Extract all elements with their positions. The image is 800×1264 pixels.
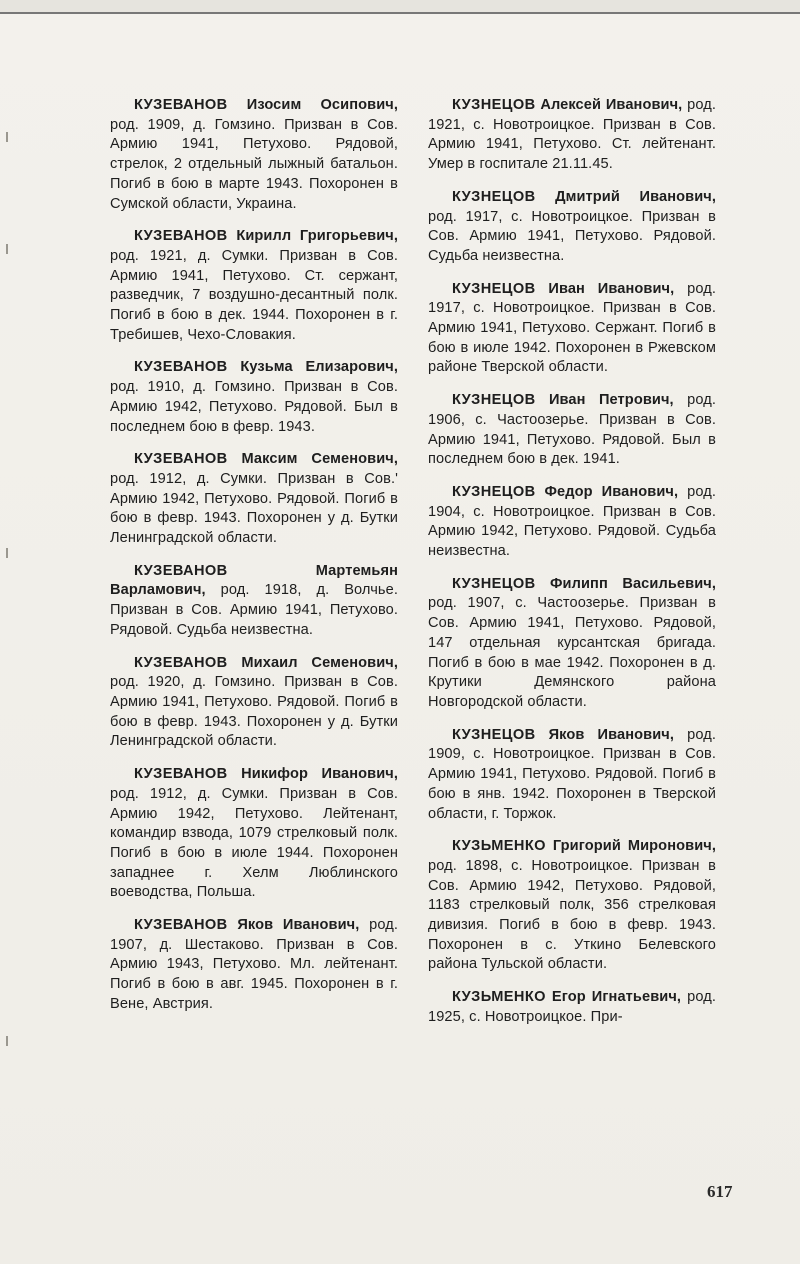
biography-entry [428, 96, 716, 175]
entry-surname: КУЗЕВАНОВ [134, 654, 228, 671]
right-column [428, 96, 716, 1041]
entry-surname: КУЗНЕЦОВ [452, 575, 536, 592]
entry-surname: КУЗЕВАНОВ [134, 228, 228, 245]
entry-given-name: Алексей Иванович, [540, 97, 683, 113]
entry-text: род. 1917, с. Новотроицкое. Призван в Сов. Армию 1941, Петухово. Сержант. Погиб в бою в июле 1942. Похоронен в Ржевском районе Тверской области. [428, 280, 717, 376]
biography-entry [428, 483, 716, 562]
margin-mark [6, 548, 8, 558]
entry-surname: КУЗНЕЦОВ [452, 726, 536, 743]
page-top-edge [0, 0, 800, 14]
entry-given-name: Дмитрий Иванович, [555, 188, 716, 205]
entry-text: род. 1921, д. Сумки. Призван в Сов. Армию 1941, Петухово. Ст. сержант, разведчик, 7 воздушно-десантный полк. Погиб в бою в дек. 1944. Похоронен в г. Требишев, Чехо-Словакия. [110, 247, 398, 343]
biography-entry [110, 654, 398, 753]
entry-surname: КУЗНЕЦОВ [452, 392, 536, 409]
entry-text: род. 1921, с. Новотроицкое. Призван в Сов. Армию 1941, Петухово. Ст. лейтенант. Умер в госпитале 21.11.45. [428, 97, 717, 173]
biography-entry [428, 280, 716, 379]
entry-text: род. 1920, д. Гомзино. Призван в Сов. Армию 1941, Петухово. Рядовой. Погиб в бою в февр. 1943. Похоронен у д. Бутки Ленинградской области. [110, 674, 398, 750]
left-column [110, 96, 398, 1028]
entry-surname: КУЗЕВАНОВ [134, 97, 228, 113]
entry-surname: КУЗНЕЦОВ [452, 188, 536, 205]
entry-given-name: Михаил Семенович, [241, 654, 399, 671]
entry-given-name: Максим Семенович, [241, 451, 399, 468]
biography-entry [428, 188, 716, 267]
entry-surname: КУЗЬМЕНКО [452, 838, 546, 855]
entry-text: род. 1912, д. Сумки. Призван в Сов.' Армию 1942, Петухово. Рядовой. Погиб в бою в февр. 1943. Похоронен у д. Бутки Ленинградской области. [110, 470, 398, 547]
entry-text: род. 1904, с. Новотроицкое. Призван в Сов. Армию 1942, Петухово. Рядовой. Судьба неизвестна. [428, 483, 717, 560]
entry-surname: КУЗЕВАНОВ [134, 766, 228, 783]
entry-text: род. 1917, с. Новотроицкое. Призван в Сов. Армию 1941, Петухово. Рядовой. Судьба неизвестна. [428, 208, 716, 264]
biography-entry [110, 227, 398, 345]
biography-entry [428, 575, 716, 713]
entry-given-name: Григорий Миронович, [552, 838, 716, 855]
biography-entry [428, 988, 716, 1027]
biography-entry [110, 358, 398, 437]
entry-given-name: Федор Иванович, [544, 483, 679, 500]
biography-entry [428, 726, 716, 825]
entry-surname: КУЗЕВАНОВ [134, 562, 228, 579]
entry-surname: КУЗНЕЦОВ [452, 97, 536, 113]
entry-surname: КУЗЕВАНОВ [134, 451, 228, 468]
margin-mark [6, 244, 8, 254]
entry-text: род. 1907, д. Шестаково. Призван в Сов. Армию 1943, Петухово. Мл. лейтенант. Погиб в бою в авг. 1945. Похоронен в г. Вене, Австрия. [110, 917, 399, 1012]
entry-given-name: Мартемьян Варламович, [110, 562, 398, 599]
entry-given-name: Егор Игнатьевич, [551, 989, 682, 1006]
entry-given-name: Яков Иванович, [237, 917, 360, 934]
entry-surname: КУЗЬМЕНКО [452, 989, 546, 1006]
entry-surname: КУЗНЕЦОВ [452, 483, 536, 500]
entry-text: род. 1925, с. Новотроицкое. При- [428, 989, 716, 1025]
biography-entry [428, 391, 716, 470]
biography-entry [428, 837, 716, 975]
entry-given-name: Яков Иванович, [548, 726, 675, 743]
biography-entry [110, 916, 398, 1015]
biography-entry [110, 96, 398, 214]
entry-text: род. 1909, д. Гомзино. Призван в Сов. Армию 1941, Петухово. Рядовой, стрелок, 2 отдельный лыжный батальон. Погиб в бою в марте 1943. Похоронен в Сумской области, Украина. [110, 116, 398, 212]
entry-text: род. 1918, д. Волчье. Призван в Сов. Армию 1941, Петухово. Рядовой. Судьба неизвестна. [110, 582, 399, 638]
entry-text: род. 1910, д. Гомзино. Призван в Сов. Армию 1942, Петухово. Рядовой. Был в последнем бою в февр. 1943. [110, 379, 398, 435]
biography-entry [110, 765, 398, 903]
entry-given-name: Кирилл Григорьевич, [236, 228, 398, 245]
entry-given-name: Кузьма Елизарович, [240, 359, 398, 376]
entry-given-name: Иван Петрович, [548, 392, 674, 409]
entry-text: род. 1909, с. Новотроицкое. Призван в Сов. Армию 1941, Петухово. Рядовой. Погиб в бою в янв. 1942. Похоронен в Тверской области, г. Торжок. [428, 726, 717, 822]
entry-surname: КУЗЕВАНОВ [134, 359, 228, 376]
entry-text: род. 1907, с. Частоозерье. Призван в Сов. Армию 1941, Петухово. Рядовой, 147 отдельная курсантская бригада. Погиб в бою в мае 1942. Похоронен в д. Крутики Демянского района Новгородской области. [428, 595, 716, 710]
entry-surname: КУЗЕВАНОВ [134, 917, 228, 934]
margin-mark [6, 132, 8, 142]
margin-mark [6, 1036, 8, 1046]
entry-given-name: Филипп Васильевич, [549, 575, 716, 592]
entry-text: род. 1912, д. Сумки. Призван в Сов. Армию 1942, Петухово. Лейтенант, командир взвода, 1079 стрелковый полк. Погиб в бою в июле 1944. Похоронен западнее г. Хелм Люблинского воеводства, Польша. [110, 785, 398, 901]
biography-entry [110, 450, 398, 549]
entry-text: род. 1906, с. Частоозерье. Призван в Сов. Армию 1941, Петухово. Рядовой. Был в последнем бою в дек. 1941. [428, 392, 717, 468]
entry-given-name: Иван Иванович, [548, 280, 675, 297]
page-number: 617 [707, 1182, 733, 1201]
entry-given-name: Никифор Иванович, [241, 766, 399, 783]
entry-surname: КУЗНЕЦОВ [452, 280, 536, 297]
entry-given-name: Изосим Осипович, [246, 97, 399, 113]
biography-entry [110, 562, 398, 641]
entry-text: род. 1898, с. Новотроицкое. Призван в Сов. Армию 1942, Петухово. Рядовой, 1183 стрелковый полк, 356 стрелковая дивизия. Погиб в бою в февр. 1943. Похоронен в с. Уткино Белевского района Тульской области. [428, 857, 716, 973]
